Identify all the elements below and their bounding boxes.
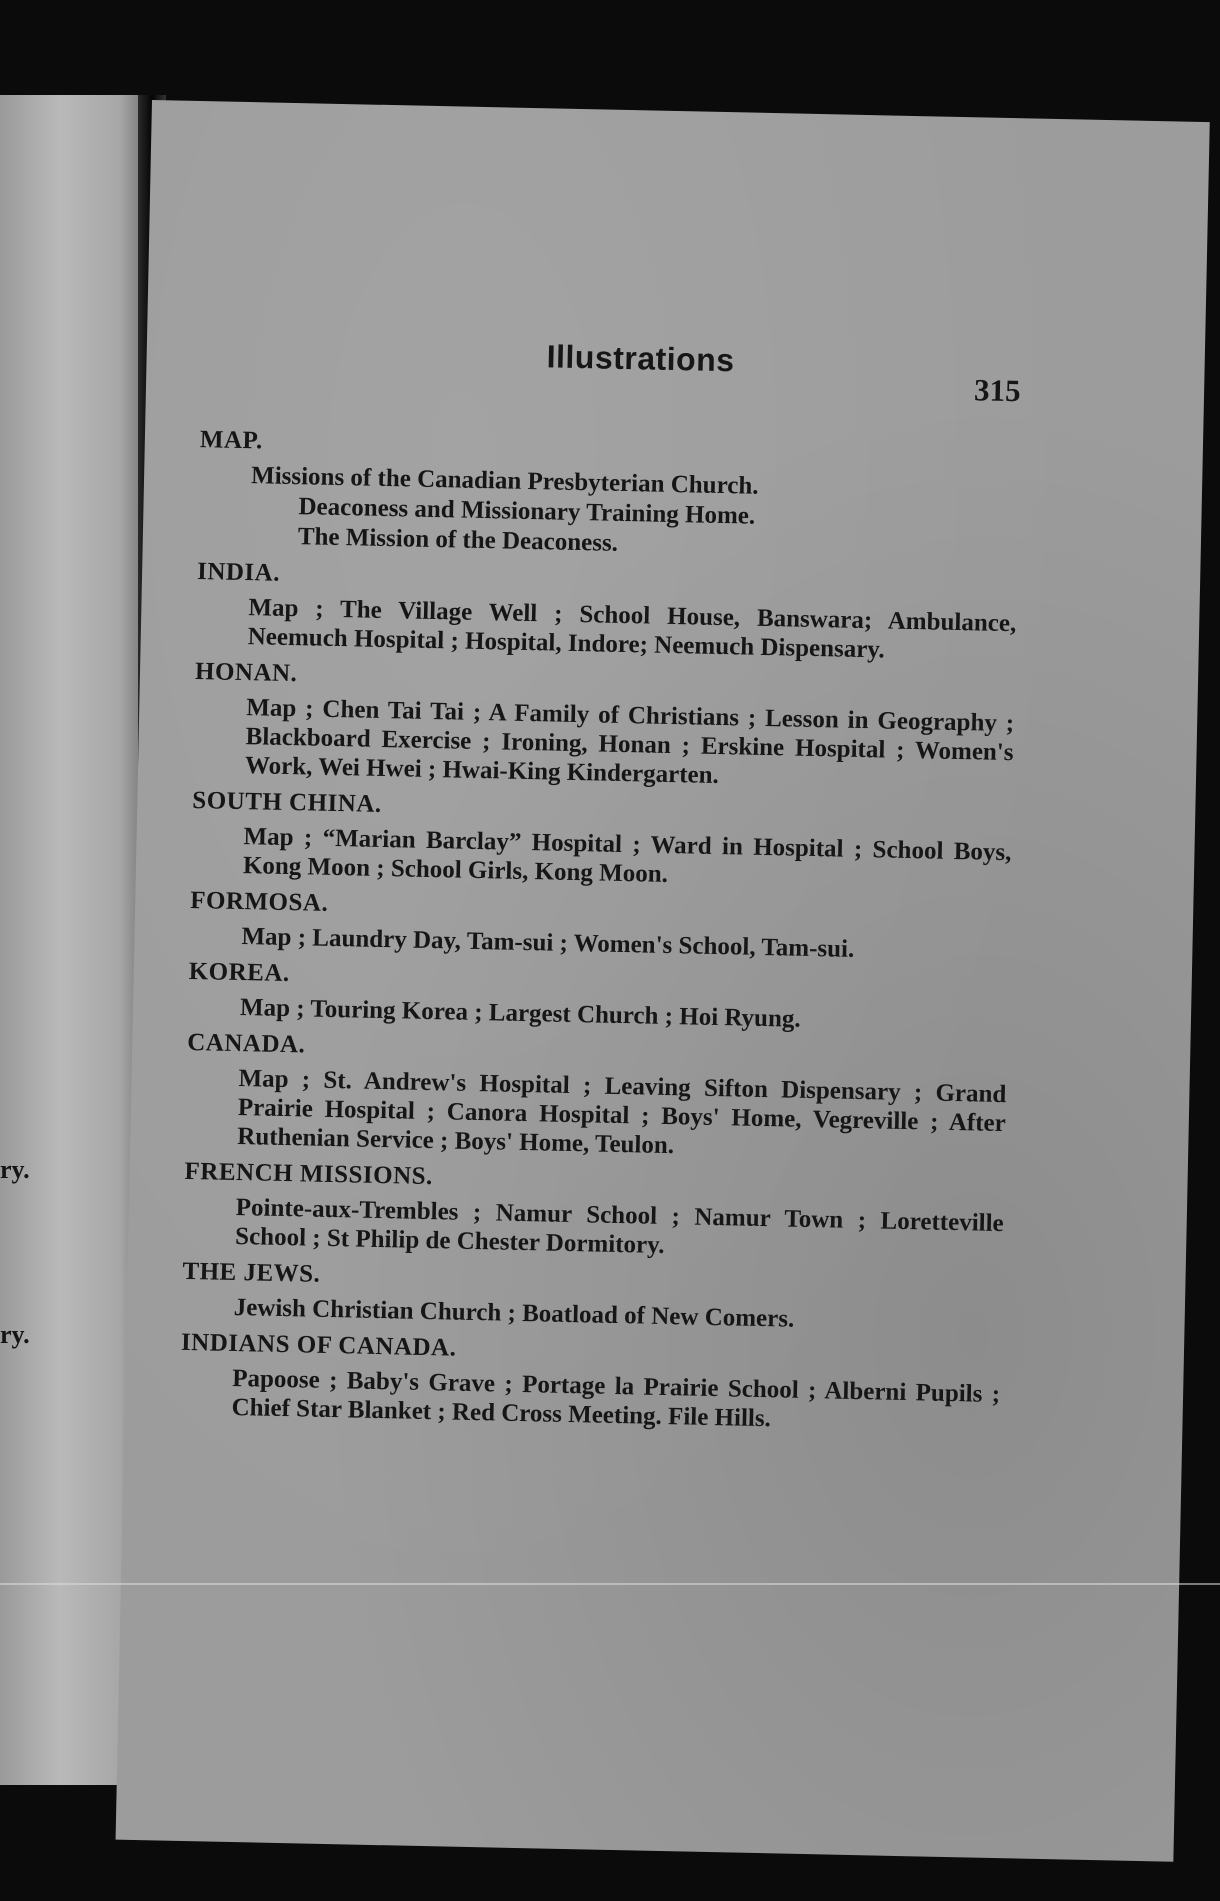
book-page [116,100,1210,1862]
section-india [195,558,1017,667]
section-body: Map ; The Village Well ; School House, Banswara; Ambulance, Neemuch Hospital ; Hospital, Indore; Neemuch Dispensary. [247,594,1017,664]
section-heading: CANADA. [186,1028,306,1059]
section-heading: KOREA. [188,957,290,988]
section-heading: HONAN. [194,658,298,688]
section-body: Map ; Laundry Day, Tam-sui ; Women's School, Tam-sui. [241,923,855,963]
section-heading: MAP. [199,426,264,455]
left-page-fragment: ry. [0,1155,30,1184]
section-french-missions [183,1158,1005,1267]
left-page-fragment: ry. [0,1320,30,1349]
section-body: Map ; Chen Tai Tai ; A Family of Christians ; Lesson in Geography ; Blackboard Exercise ; Ironing, Honan ; Erskine Hospital ; Women's Work, Wei Hwei ; Hwai-King Kindergarten. [244,694,1015,790]
section-map [198,426,1020,567]
map-entry: The Mission of the Deaconess. [297,523,619,557]
section-heading: FRENCH MISSIONS. [184,1157,434,1191]
section-heading: SOUTH CHINA. [192,787,382,818]
section-the-jews [181,1258,1002,1338]
section-body: Map ; “Marian Barclay” Hospital ; Ward in Hospital ; School Boys, Kong Moon ; School Girls, Kong Moon. [242,823,1012,888]
illustrations-list [179,426,1020,1446]
section-heading: INDIA. [196,558,281,587]
running-title: Illustrations [546,338,735,379]
section-formosa [189,887,1010,967]
section-heading: THE JEWS. [182,1257,321,1288]
map-entry: Deaconess and Missionary Training Home. [298,493,756,530]
section-body: Map ; Touring Korea ; Largest Church ; Hoi Ryung. [239,994,801,1033]
section-canada [185,1029,1007,1167]
section-south-china [191,787,1013,896]
section-body: Map ; St. Andrew's Hospital ; Leaving Sifton Dispensary ; Grand Prairie Hospital ; Canora Hospital ; Boys' Home, Vegreville ; After Ruthenian Service ; Boys' Home, Teulon. [237,1065,1007,1160]
section-body: Pointe-aux-Trembles ; Namur School ; Namur Town ; Loretteville School ; St Philip de Chester Dormitory. [234,1194,1004,1259]
scan-artifact-line [0,1583,1220,1585]
section-body: Jewish Christian Church ; Boatload of New Comers. [233,1293,795,1333]
section-indians-of-canada [179,1329,1001,1438]
section-heading: INDIANS OF CANADA. [180,1328,457,1362]
section-body: Papoose ; Baby's Grave ; Portage la Prairie School ; Alberni Pupils ; Chief Star Blanket ; Red Cross Meeting. File Hills. [231,1364,1001,1433]
map-entry: Missions of the Canadian Presbyterian Church. [250,462,759,500]
page-number: 315 [973,372,1021,409]
section-korea [188,958,1009,1038]
page-header [146,330,1205,412]
section-honan [193,658,1015,796]
section-heading: FORMOSA. [189,886,329,917]
section-body [250,461,1020,567]
